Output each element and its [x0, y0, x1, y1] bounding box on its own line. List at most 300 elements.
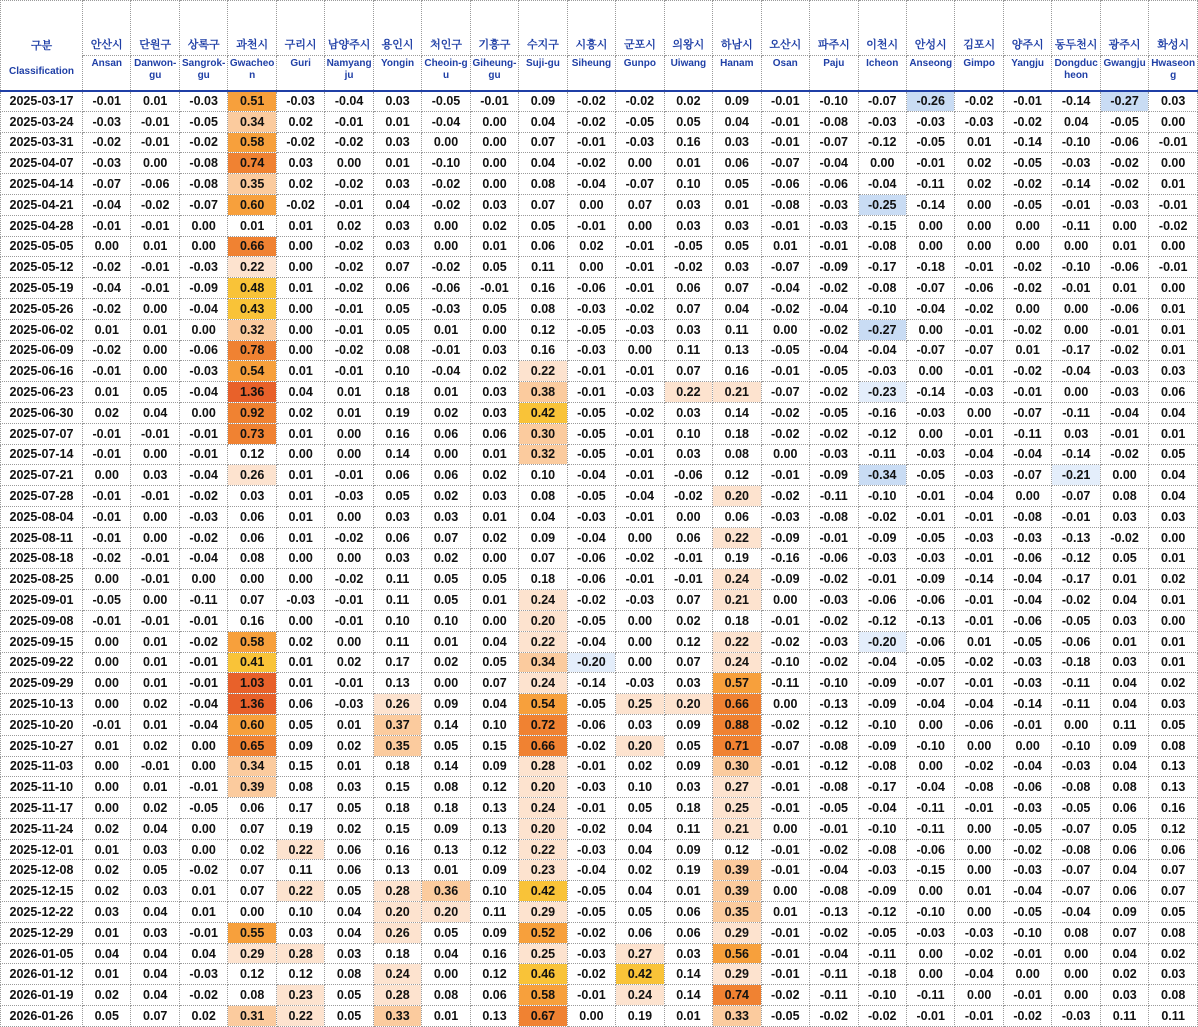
heatmap-cell: -0.02 [1003, 839, 1051, 860]
heatmap-cell: 0.13 [470, 1006, 518, 1027]
heatmap-cell: -0.01 [567, 382, 615, 403]
heatmap-cell: 0.09 [1100, 902, 1148, 923]
heatmap-cell: -0.03 [906, 111, 954, 132]
heatmap-cell: 0.12 [470, 777, 518, 798]
heatmap-cell: -0.04 [858, 652, 906, 673]
heatmap-cell: 0.01 [276, 652, 324, 673]
heatmap-cell: -0.01 [955, 506, 1003, 527]
heatmap-cell: 0.00 [1052, 298, 1100, 319]
heatmap-cell: -0.11 [1052, 402, 1100, 423]
heatmap-cell: 0.05 [713, 236, 761, 257]
heatmap-cell: -0.06 [1003, 777, 1051, 798]
heatmap-cell: 0.12 [1149, 818, 1198, 839]
heatmap-cell: -0.01 [955, 361, 1003, 382]
heatmap-cell: 0.06 [422, 465, 470, 486]
date-cell: 2025-07-07 [1, 423, 83, 444]
heatmap-cell: 0.07 [664, 361, 712, 382]
heatmap-cell: 0.18 [373, 943, 421, 964]
column-header-en: Ansan [83, 55, 131, 91]
heatmap-cell: 0.04 [325, 902, 373, 923]
heatmap-cell: 0.09 [1100, 735, 1148, 756]
heatmap-cell: -0.02 [810, 652, 858, 673]
heatmap-cell: 0.72 [519, 714, 567, 735]
heatmap-cell: 0.00 [567, 194, 615, 215]
heatmap-cell: 0.03 [228, 486, 276, 507]
heatmap-cell: 0.06 [325, 860, 373, 881]
heatmap-cell: -0.09 [858, 527, 906, 548]
heatmap-cell: 0.01 [228, 215, 276, 236]
heatmap-cell: 0.03 [664, 194, 712, 215]
heatmap-cell: -0.06 [1052, 631, 1100, 652]
heatmap-cell: 0.01 [325, 756, 373, 777]
heatmap-cell: 0.07 [1149, 860, 1198, 881]
heatmap-cell: 0.10 [616, 777, 664, 798]
heatmap-cell: 0.42 [519, 881, 567, 902]
heatmap-cell: -0.04 [567, 860, 615, 881]
heatmap-cell: -0.08 [1003, 506, 1051, 527]
date-cell: 2025-10-27 [1, 735, 83, 756]
heatmap-cell: 0.16 [373, 839, 421, 860]
heatmap-cell: -0.02 [422, 194, 470, 215]
heatmap-cell: -0.04 [810, 943, 858, 964]
heatmap-cell: 0.06 [519, 236, 567, 257]
heatmap-cell: 0.00 [761, 444, 809, 465]
heatmap-cell: 0.00 [906, 714, 954, 735]
heatmap-cell: 0.00 [422, 444, 470, 465]
heatmap-cell: -0.13 [810, 694, 858, 715]
heatmap-cell: -0.01 [664, 548, 712, 569]
heatmap-cell: 0.28 [276, 943, 324, 964]
table-row [1, 735, 1198, 756]
heatmap-cell: 0.01 [1149, 174, 1198, 195]
heatmap-cell: -0.11 [1052, 694, 1100, 715]
heatmap-cell: -0.05 [567, 402, 615, 423]
heatmap-cell: -0.02 [761, 298, 809, 319]
heatmap-cell: 0.03 [373, 236, 421, 257]
heatmap-cell: -0.05 [858, 922, 906, 943]
heatmap-cell: 0.26 [228, 465, 276, 486]
heatmap-cell: 0.00 [276, 257, 324, 278]
date-cell: 2025-08-18 [1, 548, 83, 569]
heatmap-cell: -0.03 [179, 257, 227, 278]
heatmap-cell: -0.02 [325, 527, 373, 548]
heatmap-cell: -0.01 [858, 569, 906, 590]
heatmap-cell: -0.04 [761, 278, 809, 299]
heatmap-cell: -0.02 [761, 486, 809, 507]
heatmap-cell: 0.03 [713, 257, 761, 278]
heatmap-cell: 0.18 [373, 798, 421, 819]
heatmap-cell: -0.18 [858, 964, 906, 985]
heatmap-cell: 0.19 [616, 1006, 664, 1027]
heatmap-cell: -0.01 [1149, 132, 1198, 153]
heatmap-cell: -0.01 [422, 340, 470, 361]
heatmap-cell: -0.03 [955, 922, 1003, 943]
heatmap-cell: 0.00 [761, 590, 809, 611]
heatmap-cell: 0.06 [664, 527, 712, 548]
column-header-kr: 처인구 [422, 1, 470, 56]
heatmap-cell: 0.01 [422, 631, 470, 652]
date-cell: 2025-12-22 [1, 902, 83, 923]
heatmap-cell: -0.02 [567, 922, 615, 943]
heatmap-cell: 0.02 [131, 694, 179, 715]
heatmap-cell: 0.07 [519, 548, 567, 569]
heatmap-cell: 0.00 [276, 444, 324, 465]
heatmap-cell: -0.06 [906, 631, 954, 652]
table-row [1, 902, 1198, 923]
table-row [1, 236, 1198, 257]
table-row [1, 465, 1198, 486]
heatmap-cell: 0.01 [955, 132, 1003, 153]
heatmap-cell: 0.00 [1149, 236, 1198, 257]
heatmap-cell: 0.15 [373, 818, 421, 839]
heatmap-cell: 0.04 [616, 818, 664, 839]
heatmap-cell: 0.00 [1149, 527, 1198, 548]
heatmap-cell: -0.03 [616, 382, 664, 403]
date-cell: 2025-03-31 [1, 132, 83, 153]
heatmap-cell: 0.03 [713, 215, 761, 236]
column-header-kr: 용인시 [373, 1, 421, 56]
heatmap-cell: -0.03 [858, 361, 906, 382]
heatmap-cell: 0.03 [325, 777, 373, 798]
table-row [1, 194, 1198, 215]
heatmap-cell: 0.26 [373, 694, 421, 715]
heatmap-cell: 0.11 [664, 340, 712, 361]
heatmap-cell: -0.04 [1003, 881, 1051, 902]
heatmap-cell: -0.01 [955, 548, 1003, 569]
heatmap-cell: -0.01 [616, 236, 664, 257]
heatmap-cell: 0.29 [713, 964, 761, 985]
heatmap-cell: 0.24 [373, 964, 421, 985]
column-header-en: Guri [276, 55, 324, 91]
heatmap-cell: 0.00 [1149, 111, 1198, 132]
heatmap-cell: -0.05 [810, 402, 858, 423]
heatmap-cell: 0.33 [373, 1006, 421, 1027]
heatmap-cell: -0.05 [567, 902, 615, 923]
heatmap-cell: 0.10 [470, 881, 518, 902]
heatmap-cell: 0.03 [373, 548, 421, 569]
heatmap-cell: -0.03 [906, 402, 954, 423]
heatmap-cell: 0.00 [761, 818, 809, 839]
heatmap-cell: 0.00 [179, 839, 227, 860]
heatmap-cell: -0.01 [83, 91, 131, 112]
heatmap-cell: -0.02 [1003, 111, 1051, 132]
heatmap-cell: -0.03 [422, 298, 470, 319]
heatmap-cell: 0.01 [1149, 631, 1198, 652]
heatmap-cell: -0.08 [761, 194, 809, 215]
heatmap-cell: -0.17 [858, 257, 906, 278]
heatmap-cell: 0.00 [1003, 964, 1051, 985]
heatmap-cell: -0.02 [83, 298, 131, 319]
heatmap-cell: -0.06 [1003, 548, 1051, 569]
heatmap-cell: 0.01 [761, 236, 809, 257]
heatmap-cell: 0.43 [228, 298, 276, 319]
heatmap-cell: -0.05 [179, 111, 227, 132]
heatmap-cell: 0.06 [1100, 839, 1148, 860]
heatmap-cell: 0.25 [713, 798, 761, 819]
heatmap-cell: 0.06 [713, 153, 761, 174]
heatmap-cell: 0.19 [713, 548, 761, 569]
heatmap-cell: 0.00 [1003, 735, 1051, 756]
heatmap-cell: 0.03 [664, 319, 712, 340]
heatmap-cell: 0.56 [713, 943, 761, 964]
heatmap-cell: 0.12 [470, 839, 518, 860]
heatmap-cell: 0.07 [664, 298, 712, 319]
heatmap-cell: -0.08 [810, 735, 858, 756]
heatmap-cell: 0.17 [373, 652, 421, 673]
heatmap-cell: 0.16 [373, 423, 421, 444]
heatmap-cell: -0.03 [1100, 194, 1148, 215]
heatmap-cell: 0.00 [906, 319, 954, 340]
heatmap-cell: 0.04 [713, 111, 761, 132]
heatmap-cell: -0.02 [325, 132, 373, 153]
heatmap-cell: -0.11 [179, 590, 227, 611]
date-cell: 2025-11-17 [1, 798, 83, 819]
heatmap-cell: 0.07 [228, 590, 276, 611]
heatmap-cell: -0.03 [83, 111, 131, 132]
heatmap-cell: -0.01 [1100, 423, 1148, 444]
heatmap-cell: -0.01 [179, 673, 227, 694]
heatmap-cell: -0.01 [761, 465, 809, 486]
column-header-kr: 오산시 [761, 1, 809, 56]
heatmap-cell: -0.27 [1100, 91, 1148, 112]
heatmap-cell: -0.01 [83, 527, 131, 548]
heatmap-cell: 0.04 [1100, 590, 1148, 611]
heatmap-cell: 0.00 [616, 340, 664, 361]
heatmap-cell: -0.07 [1052, 486, 1100, 507]
heatmap-cell: 0.01 [1149, 590, 1198, 611]
column-header-en: Namyangju [325, 55, 373, 91]
heatmap-cell: 0.11 [470, 902, 518, 923]
heatmap-cell: -0.14 [955, 569, 1003, 590]
heatmap-cell: 0.08 [519, 298, 567, 319]
heatmap-cell: 0.01 [131, 631, 179, 652]
heatmap-cell: 0.24 [713, 569, 761, 590]
heatmap-cell: 0.07 [1100, 922, 1148, 943]
date-cell: 2025-06-30 [1, 402, 83, 423]
heatmap-cell: 0.13 [713, 340, 761, 361]
column-header-kr: 구리시 [276, 1, 324, 56]
heatmap-cell: -0.07 [858, 91, 906, 112]
date-cell: 2025-05-26 [1, 298, 83, 319]
heatmap-cell: 0.00 [1052, 714, 1100, 735]
heatmap-cell: -0.03 [1052, 153, 1100, 174]
heatmap-cell: 0.02 [1149, 943, 1198, 964]
column-header-en: Giheung-gu [470, 55, 518, 91]
table-row [1, 964, 1198, 985]
heatmap-cell: -0.04 [179, 465, 227, 486]
heatmap-cell: 0.12 [664, 631, 712, 652]
heatmap-cell: 1.36 [228, 382, 276, 403]
heatmap-cell: 0.14 [422, 714, 470, 735]
heatmap-cell: -0.08 [1052, 839, 1100, 860]
heatmap-cell: 0.09 [664, 839, 712, 860]
heatmap-cell: 0.05 [1149, 444, 1198, 465]
heatmap-cell: -0.02 [325, 340, 373, 361]
heatmap-cell: 0.08 [1149, 922, 1198, 943]
heatmap-cell: -0.01 [1052, 278, 1100, 299]
heatmap-cell: 0.09 [422, 694, 470, 715]
heatmap-cell: -0.20 [567, 652, 615, 673]
heatmap-cell: -0.10 [810, 673, 858, 694]
heatmap-cell: 0.00 [179, 569, 227, 590]
heatmap-cell: -0.01 [955, 257, 1003, 278]
heatmap-cell: 0.00 [131, 153, 179, 174]
heatmap-cell: 0.03 [1052, 423, 1100, 444]
heatmap-cell: 0.42 [616, 964, 664, 985]
heatmap-cell: 0.06 [664, 922, 712, 943]
heatmap-cell: 0.00 [1003, 236, 1051, 257]
heatmap-cell: 1.03 [228, 673, 276, 694]
heatmap-cell: -0.08 [858, 278, 906, 299]
heatmap-cell: 0.92 [228, 402, 276, 423]
heatmap-cell: 0.00 [616, 527, 664, 548]
heatmap-cell: 0.00 [83, 465, 131, 486]
heatmap-cell: 0.60 [228, 194, 276, 215]
heatmap-cell: 0.04 [1100, 756, 1148, 777]
heatmap-cell: 0.06 [470, 985, 518, 1006]
heatmap-cell: 0.00 [83, 798, 131, 819]
heatmap-cell: -0.01 [1149, 257, 1198, 278]
heatmap-cell: -0.03 [1003, 673, 1051, 694]
heatmap-cell: -0.08 [955, 777, 1003, 798]
heatmap-cell: 0.39 [228, 777, 276, 798]
heatmap-cell: -0.01 [179, 922, 227, 943]
heatmap-cell: -0.01 [616, 506, 664, 527]
heatmap-cell: -0.03 [616, 319, 664, 340]
heatmap-cell: -0.02 [858, 506, 906, 527]
heatmap-cell: -0.04 [955, 964, 1003, 985]
heatmap-cell: -0.02 [1052, 590, 1100, 611]
heatmap-cell: -0.01 [470, 278, 518, 299]
heatmap-cell: -0.11 [858, 444, 906, 465]
date-cell: 2025-04-14 [1, 174, 83, 195]
heatmap-cell: -0.16 [761, 548, 809, 569]
heatmap-cell: -0.02 [955, 943, 1003, 964]
heatmap-cell: 0.41 [228, 652, 276, 673]
heatmap-cell: -0.10 [906, 735, 954, 756]
heatmap-cell: 0.07 [373, 257, 421, 278]
heatmap-cell: -0.16 [858, 402, 906, 423]
heatmap-cell: 0.25 [616, 694, 664, 715]
heatmap-cell: -0.01 [616, 278, 664, 299]
table-row [1, 361, 1198, 382]
heatmap-cell: 0.04 [713, 298, 761, 319]
heatmap-cell: 0.00 [179, 818, 227, 839]
heatmap-cell: 0.16 [519, 340, 567, 361]
heatmap-cell: -0.02 [567, 818, 615, 839]
heatmap-cell: 0.02 [470, 527, 518, 548]
heatmap-cell: -0.07 [761, 735, 809, 756]
heatmap-cell: -0.03 [1003, 527, 1051, 548]
heatmap-cell: -0.02 [567, 590, 615, 611]
date-cell: 2025-09-15 [1, 631, 83, 652]
table-row [1, 402, 1198, 423]
column-header-en: Dongducheon [1052, 55, 1100, 91]
heatmap-cell: -0.05 [1052, 798, 1100, 819]
heatmap-cell: -0.06 [761, 174, 809, 195]
table-row [1, 340, 1198, 361]
table-row [1, 111, 1198, 132]
heatmap-cell: -0.02 [810, 839, 858, 860]
heatmap-cell: 0.12 [228, 964, 276, 985]
column-header-kr: 광주시 [1100, 1, 1148, 56]
heatmap-cell: -0.03 [567, 777, 615, 798]
heatmap-cell: 0.36 [422, 881, 470, 902]
table-row [1, 590, 1198, 611]
heatmap-cell: -0.02 [179, 486, 227, 507]
heatmap-cell: 0.14 [373, 444, 421, 465]
heatmap-cell: 0.00 [276, 569, 324, 590]
heatmap-cell: -0.03 [1052, 756, 1100, 777]
heatmap-cell: 0.04 [1149, 465, 1198, 486]
heatmap-cell: -0.09 [761, 527, 809, 548]
column-header-kr: 단원구 [131, 1, 179, 56]
heatmap-cell: -0.12 [858, 902, 906, 923]
heatmap-cell: -0.06 [906, 839, 954, 860]
heatmap-cell: 0.13 [373, 673, 421, 694]
heatmap-cell: 0.06 [228, 798, 276, 819]
heatmap-cell: 0.01 [276, 486, 324, 507]
heatmap-cell: -0.02 [83, 548, 131, 569]
heatmap-cell: -0.06 [810, 174, 858, 195]
heatmap-cell: -0.03 [179, 91, 227, 112]
table-row [1, 756, 1198, 777]
date-cell: 2025-09-29 [1, 673, 83, 694]
heatmap-cell: 0.08 [1052, 922, 1100, 943]
heatmap-cell: 0.01 [664, 881, 712, 902]
heatmap-cell: 0.02 [955, 174, 1003, 195]
heatmap-cell: 0.02 [83, 860, 131, 881]
date-cell: 2025-08-11 [1, 527, 83, 548]
heatmap-cell: 0.01 [470, 444, 518, 465]
heatmap-cell: 0.11 [1100, 714, 1148, 735]
heatmap-cell: -0.01 [179, 444, 227, 465]
heatmap-cell: -0.01 [83, 361, 131, 382]
heatmap-cell: 0.23 [276, 985, 324, 1006]
heatmap-cell: 0.00 [179, 215, 227, 236]
heatmap-cell: -0.03 [1100, 361, 1148, 382]
heatmap-cell: 0.06 [1100, 798, 1148, 819]
column-header-en: Cheoin-gu [422, 55, 470, 91]
heatmap-cell: -0.01 [955, 590, 1003, 611]
heatmap-cell: 0.11 [1149, 1006, 1198, 1027]
heatmap-cell: 0.00 [228, 902, 276, 923]
table-row [1, 174, 1198, 195]
heatmap-cell: 0.74 [228, 153, 276, 174]
heatmap-cell: -0.02 [810, 610, 858, 631]
heatmap-cell: 0.39 [713, 860, 761, 881]
heatmap-cell: 0.06 [325, 839, 373, 860]
heatmap-cell: 0.04 [470, 694, 518, 715]
heatmap-cell: 0.21 [713, 590, 761, 611]
heatmap-cell: 0.24 [616, 985, 664, 1006]
heatmap-cell: -0.01 [761, 361, 809, 382]
heatmap-cell: 0.24 [519, 798, 567, 819]
heatmap-cell: -0.01 [1003, 943, 1051, 964]
heatmap-cell: 0.01 [276, 673, 324, 694]
table-row [1, 215, 1198, 236]
heatmap-cell: 0.04 [1052, 111, 1100, 132]
table-row [1, 278, 1198, 299]
heatmap-cell: -0.02 [616, 91, 664, 112]
heatmap-cell: -0.01 [131, 569, 179, 590]
heatmap-cell: -0.02 [955, 756, 1003, 777]
heatmap-cell: 0.13 [1149, 777, 1198, 798]
heatmap-cell: 0.04 [1100, 673, 1148, 694]
heatmap-cell: 0.06 [470, 423, 518, 444]
heatmap-cell: -0.08 [179, 153, 227, 174]
heatmap-cell: 0.00 [470, 132, 518, 153]
